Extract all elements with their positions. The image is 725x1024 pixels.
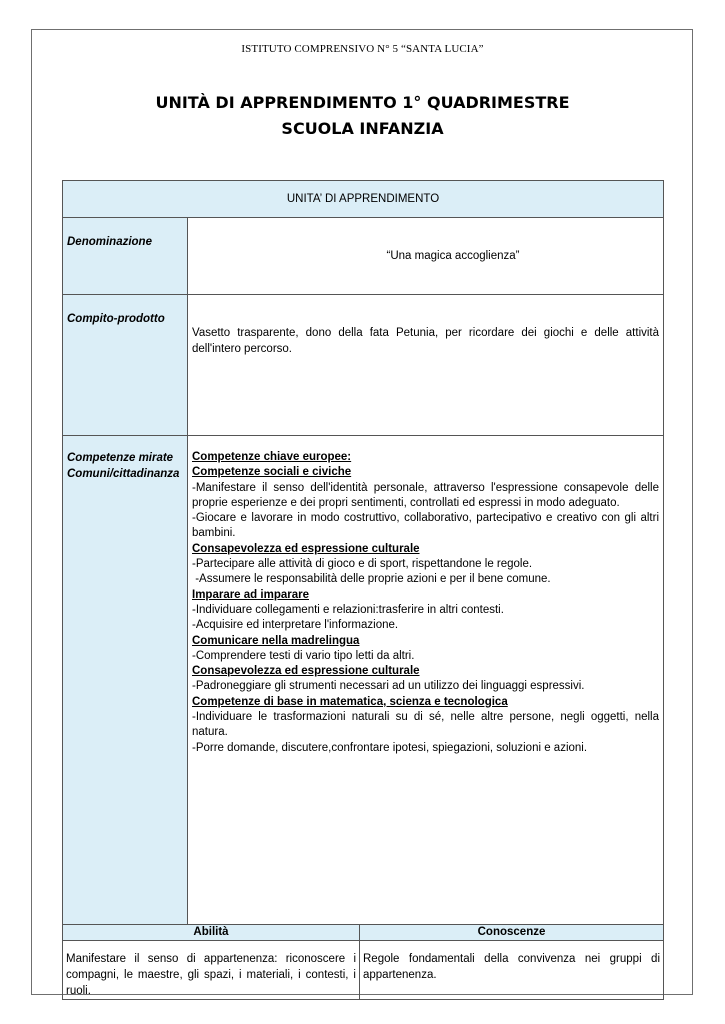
denominazione-label: Denominazione [63,218,188,295]
competence-heading: Comunicare nella madrelingua [192,634,360,647]
competenze-body [188,436,663,756]
competence-heading: Competenze sociali e civiche [192,466,352,479]
school-name: ISTITUTO COMPRENSIVO N° 5 “SANTA LUCIA” [241,43,484,55]
competence-item: -Individuare collegamenti e relazioni:trasferire in altri contesti. [192,603,504,616]
compito-value: Vasetto trasparente, dono della fata Petunia, per ricordare dei giochi e delle attività dell'intero percorso. [192,327,660,355]
competence-item: -Padroneggiare gli strumenti necessari ad un utilizzo dei linguaggi espressivi. [192,680,585,693]
competence-item: -Individuare le trasformazioni naturali su di sé, nelle altre persone, negli oggetti, nella natura. [192,711,660,739]
competenze-label-line1: Competenze mirate [67,452,174,464]
competence-item: -Giocare e lavorare in modo costruttivo, collaborativo, partecipativo e creativo con gli altri bambini. [192,512,660,540]
competence-item: -Partecipare alle attività di gioco e di sport, rispettandone le regole. [192,558,533,571]
competence-item: -Acquisire ed interpretare l'informazione. [192,619,399,632]
table-header: UNITA’ DI APPRENDIMENTO [63,181,664,218]
conoscenze-value: Regole fondamentali della convivenza nei gruppi di appartenenza. [360,941,664,1000]
competenze-label-cell [63,436,188,925]
competenze-cell [188,436,664,925]
compito-label: Compito-prodotto [63,295,188,436]
competence-heading: Consapevolezza ed espressione culturale [192,665,420,678]
competence-item: -Assumere le responsabilità delle proprie azioni e per il bene comune. [192,573,551,586]
abilita-value: Manifestare il senso di appartenenza: riconoscere i compagni, le maestre, gli spazi, i materiali, i contesti, i ruoli. [63,941,360,1000]
conoscenze-header: Conoscenze [360,925,664,941]
competence-heading: Consapevolezza ed espressione culturale [192,542,420,555]
competence-item: -Porre domande, discutere,confrontare ipotesi, spiegazioni, soluzioni e azioni. [192,741,588,754]
competence-heading: Competenze di base in matematica, scienza e tecnologica [192,695,508,708]
competence-item: -Manifestare il senso dell'identità personale, attraverso l'espressione consapevole delle proprie esperienze e dei propri sentimenti, controllati ed espressi in modo adeguato. [192,481,660,509]
learning-unit-table [62,180,664,1000]
denominazione-value: “Una magica accoglienza” [386,250,520,262]
compito-cell [188,295,664,436]
competenze-label-line2: Comuni/cittadinanza [67,468,180,480]
denominazione-cell [188,218,664,295]
document-subtitle: SCUOLA INFANZIA [281,119,444,138]
competence-item: -Comprendere testi di vario tipo letti da altri. [192,649,415,662]
document-title: UNITÀ DI APPRENDIMENTO 1° QUADRIMESTRE [155,93,570,112]
abilita-header: Abilità [63,925,360,941]
competence-heading: Competenze chiave europee: [192,451,352,463]
competence-heading: Imparare ad imparare [192,588,309,601]
